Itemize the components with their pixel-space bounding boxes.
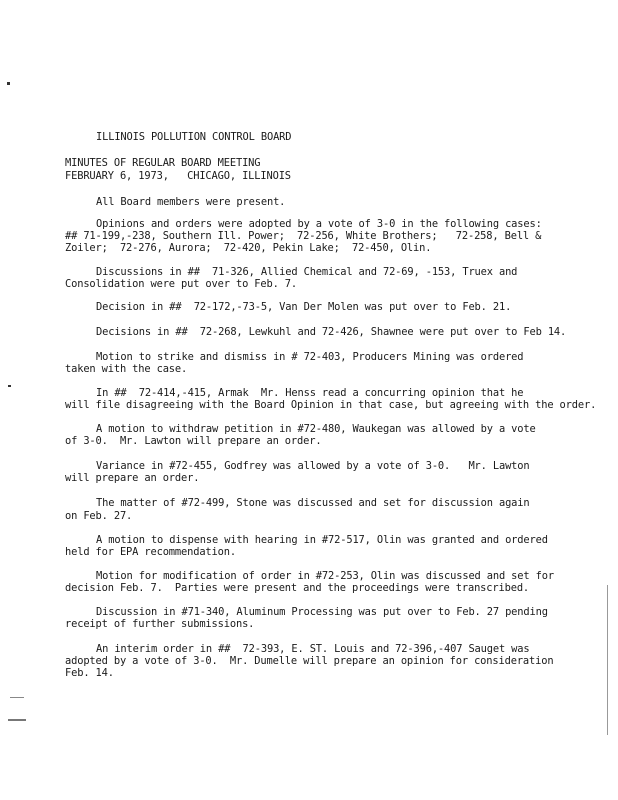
scan-speck	[10, 697, 24, 698]
paragraph-line: Opinions and orders were adopted by a vote of 3-0 in the following cases:	[96, 218, 542, 230]
paragraph-line: receipt of further submissions.	[65, 618, 255, 630]
paragraph-line: held for EPA recommendation.	[65, 546, 236, 558]
paragraph-line: adopted by a vote of 3-0. Mr. Dumelle will prepare an opinion for consideration	[65, 655, 554, 667]
scan-speck	[8, 385, 11, 387]
paragraph-line: Decisions in ## 72-268, Lewkuhl and 72-426, Shawnee were put over to Feb 14.	[96, 326, 567, 338]
paragraph-line: decision Feb. 7. Parties were present and the proceedings were transcribed.	[65, 582, 530, 594]
paragraph-line: Decision in ## 72-172,-73-5, Van Der Molen was put over to Feb. 21.	[96, 301, 512, 313]
paragraph-line: taken with the case.	[65, 363, 188, 375]
paragraph-line: will prepare an order.	[65, 472, 200, 484]
paragraph-line: The matter of #72-499, Stone was discussed and set for discussion again	[96, 497, 530, 509]
paragraph-line: of 3-0. Mr. Lawton will prepare an order.	[65, 435, 322, 447]
paragraph-line: ## 71-199,-238, Southern Ill. Power; 72-256, White Brothers; 72-258, Bell &	[65, 230, 542, 242]
paragraph-line: Feb. 14.	[65, 667, 114, 679]
paragraph-line: Motion for modification of order in #72-253, Olin was discussed and set for	[96, 570, 554, 582]
paragraph-line: Motion to strike and dismiss in # 72-403, Producers Mining was ordered	[96, 351, 524, 363]
paragraph-line: Discussion in #71-340, Aluminum Processing was put over to Feb. 27 pending	[96, 606, 548, 618]
paragraph-line: Zoiler; 72-276, Aurora; 72-420, Pekin Lake; 72-450, Olin.	[65, 242, 432, 254]
paragraph-line: In ## 72-414,-415, Armak Mr. Henss read a concurring opinion that he	[96, 387, 524, 399]
minutes-title: MINUTES OF REGULAR BOARD MEETING	[65, 157, 261, 169]
paragraph-line: Variance in #72-455, Godfrey was allowed by a vote of 3-0. Mr. Lawton	[96, 460, 530, 472]
scan-edge-mark	[607, 585, 608, 735]
meeting-date-location: FEBRUARY 6, 1973, CHICAGO, ILLINOIS	[65, 170, 291, 182]
paragraph-line: will file disagreeing with the Board Opinion in that case, but agreeing with the order.	[65, 399, 597, 411]
paragraph-line: A motion to withdraw petition in #72-480, Waukegan was allowed by a vote	[96, 423, 536, 435]
paragraph-line: All Board members were present.	[96, 196, 286, 208]
paragraph-line: An interim order in ## 72-393, E. ST. Louis and 72-396,-407 Sauget was	[96, 643, 530, 655]
paragraph-line: Discussions in ## 71-326, Allied Chemical and 72-69, -153, Truex and	[96, 266, 518, 278]
scan-speck	[7, 82, 10, 85]
org-heading: ILLINOIS POLLUTION CONTROL BOARD	[96, 131, 292, 143]
paragraph-line: Consolidation were put over to Feb. 7.	[65, 278, 298, 290]
scan-speck	[8, 719, 26, 721]
paragraph-line: on Feb. 27.	[65, 510, 133, 522]
paragraph-line: A motion to dispense with hearing in #72-517, Olin was granted and ordered	[96, 534, 548, 546]
